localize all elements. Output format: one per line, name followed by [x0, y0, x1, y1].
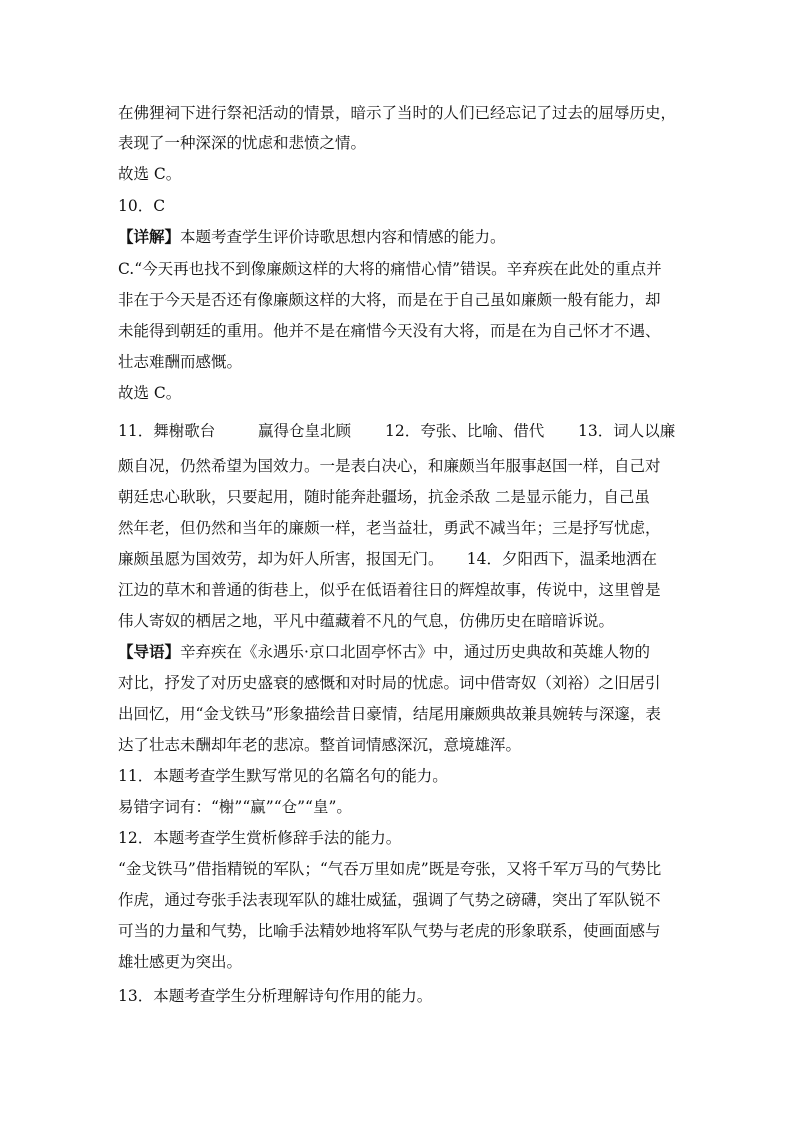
question-number: 10．C [118, 197, 166, 215]
text-line: 故选 C。 [118, 165, 182, 183]
text-line: C.“今天再也找不到像廉颇这样的大将的痛惜心情”错误。辛弃疾在此处的重点并 [118, 260, 662, 278]
text-line: 出回忆，用“金戈铁马”形象描绘昔日豪情，结尾用廉颇典故兼具婉转与深邃，表 [118, 705, 661, 723]
answer-11: 11．舞榭歌台 [118, 422, 216, 440]
text-line: 雄壮感更为突出。 [118, 953, 243, 971]
text-line: 廉颇虽愿为国效劳，却为奸人所害，报国无门。 14．夕阳西下，温柔地洒在 [118, 550, 657, 568]
text-line: 易错字词有：“榭”“赢”“仓”“皇”。 [118, 798, 352, 816]
text-line: 表现了一种深深的忧虑和悲愤之情。 [118, 134, 367, 152]
text-line: 颇自况，仍然希望为国效力。一是表白决心，和廉颇当年服事赵国一样，自己对 [118, 457, 661, 475]
text-line: 壮志难酬而感慨。 [118, 353, 243, 371]
text-line: 12．本题考查学生赏析修辞手法的能力。 [118, 829, 402, 847]
detail-text: 本题考查学生评价诗歌思想内容和情感的能力。 [180, 228, 506, 246]
text-line: 伟人寄奴的栖居之地，平凡中蕴藏着不凡的气息，仿佛历史在暗暗诉说。 [118, 612, 615, 630]
text-line [118, 642, 678, 662]
text-line: 江边的草木和普通的街巷上，似乎在低语着往日的辉煌故事，传说中，这里曾是 [118, 581, 661, 599]
guide-tag: 【导语】 [118, 642, 181, 661]
guide-text: 辛弃疾在《永遇乐·京口北固亭怀古》中，通过历史典故和英雄人物的 [180, 643, 650, 661]
text-line: 作虎，通过夸张手法表现军队的雄壮威猛，强调了气势之磅礴，突出了军队锐不 [118, 891, 661, 909]
text-line: 然年老，但仍然和当年的廉颇一样，老当益壮，勇武不减当年；三是抒写忧虑， [118, 519, 661, 537]
text-line: 故选 C。 [118, 384, 182, 402]
text-line: “金戈铁马”借指精锐的军队；“气吞万里如虎”既是夸张，又将千军万马的气势比 [118, 860, 662, 878]
detail-tag: 【详解】 [118, 227, 181, 246]
text-line: 非在于今天是否还有像廉颇这样的大将，而是在于自己虽如廉颇一般有能力，却 [118, 291, 661, 309]
answer-13-start: 13．词人以廉 [578, 422, 676, 440]
text-line: 未能得到朝廷的重用。他并不是在痛惜今天没有大将，而是在为自己怀才不遇、 [118, 322, 661, 340]
text-line: 11．本题考查学生默写常见的名篇名句的能力。 [118, 767, 448, 785]
text-line: 达了壮志未酬却年老的悲凉。整首词情感深沉，意境雄浑。 [118, 736, 522, 754]
answer-11-second: 赢得仓皇北顾 [258, 422, 352, 440]
text-line: 可当的力量和气势，比喻手法精妙地将军队气势与老虎的形象联系，使画面感与 [118, 922, 661, 940]
text-line: 对比，抒发了对历史盛衰的感慨和对时局的忧虑。词中借寄奴（刘裕）之旧居引 [118, 674, 661, 692]
text-line: 13．本题考查学生分析理解诗句作用的能力。 [118, 987, 433, 1005]
answer-12: 12．夸张、比喻、借代 [385, 422, 545, 440]
text-line [118, 227, 678, 247]
text-line: 朝廷忠心耿耿，只要起用，随时能奔赴疆场，抗金杀敌 二是显示能力，自己虽 [118, 488, 650, 506]
text-line: 在佛狸祠下进行祭祀活动的情景，暗示了当时的人们已经忘记了过去的屈辱历史， [118, 104, 677, 122]
